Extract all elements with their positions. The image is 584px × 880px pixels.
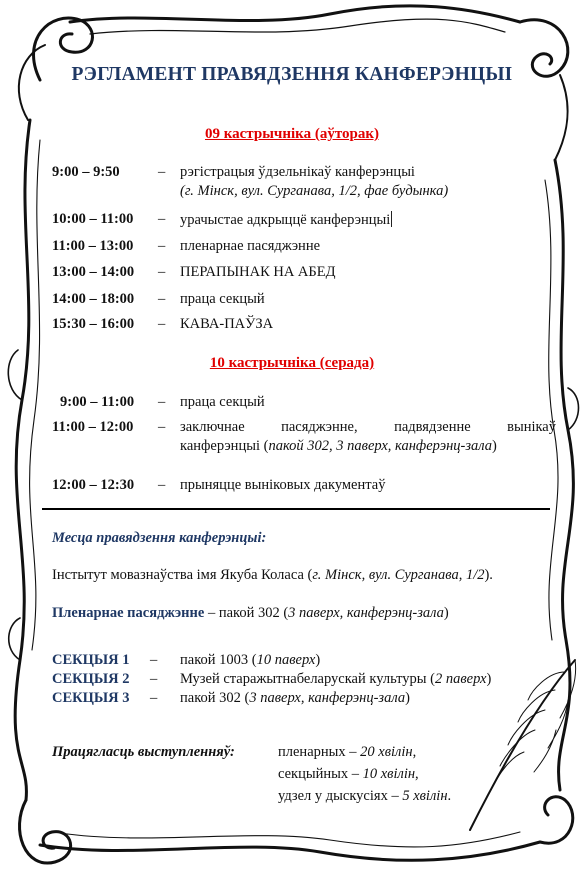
- section-name: СЕКЦЫЯ 3: [52, 690, 130, 706]
- schedule-desc: праца секцый: [180, 291, 265, 307]
- schedule-time: 9:00 – 9:50: [52, 164, 120, 180]
- venue-heading: Месца правядзення канферэнцыі:: [52, 530, 267, 546]
- section-place: пакой 302 (3 паверх, канферэнц-зала): [180, 690, 410, 706]
- venue-text: Інстытут мовазнаўства імя Якуба Коласа (г. Мінск, вул. Сурганава, 1/2).: [52, 567, 493, 583]
- schedule-desc-sub: (г. Мінск, вул. Сурганава, 1/2, фае будынка): [180, 183, 449, 199]
- dash: –: [158, 264, 166, 280]
- schedule-desc-sub: канферэнцыі (пакой 302, 3 паверх, канферэнц-зала): [180, 438, 497, 454]
- dash: –: [158, 164, 166, 180]
- schedule-time: 11:00 – 13:00: [52, 238, 134, 254]
- section-place: Музей старажытнабеларускай культуры (2 паверх): [180, 671, 492, 687]
- page-title: РЭГЛАМЕНТ ПРАВЯДЗЕННЯ КАНФЕРЭНЦЫІ: [71, 64, 513, 85]
- schedule-time: 9:00 – 11:00: [60, 394, 135, 410]
- schedule-time: 11:00 – 12:00: [52, 419, 134, 435]
- dash: –: [158, 394, 166, 410]
- schedule-time: 15:30 – 16:00: [52, 316, 135, 332]
- duration-item: секцыйных – 10 хвілін,: [278, 766, 419, 782]
- dash: –: [150, 652, 158, 668]
- dash: –: [158, 211, 166, 227]
- schedule-time: 12:00 – 12:30: [52, 477, 135, 493]
- dash: –: [150, 690, 158, 706]
- dash: –: [158, 291, 166, 307]
- schedule-desc: прыняцце выніковых дакументаў: [180, 477, 386, 493]
- schedule-time: 14:00 – 18:00: [52, 291, 135, 307]
- schedule-desc: пленарнае пасяджэнне: [180, 238, 321, 254]
- schedule-desc: КАВА-ПАЎЗА: [180, 316, 274, 332]
- divider: [42, 508, 550, 510]
- plenary-info: Пленарнае пасяджэнне – пакой 302 (3 паверх, канферэнц-зала): [52, 605, 449, 621]
- dash: –: [158, 238, 166, 254]
- schedule-time: 13:00 – 14:00: [52, 264, 135, 280]
- duration-item: удзел у дыскусіях – 5 хвілін.: [278, 788, 452, 804]
- day1-heading: 09 кастрычніка (аўторак): [204, 126, 379, 142]
- schedule-desc: ПЕРАПЫНАК НА АБЕД: [180, 264, 336, 280]
- day2-heading: 10 кастрычніка (серада): [209, 355, 375, 371]
- schedule-desc: рэгістрацыя ўдзельнікаў канферэнцыі: [180, 164, 415, 180]
- dash: –: [150, 671, 158, 687]
- schedule-desc: урачыстае адкрыццё канферэнцыі: [180, 212, 391, 228]
- schedule-desc: праца секцый: [180, 394, 265, 410]
- section-name: СЕКЦЫЯ 1: [52, 652, 130, 668]
- section-name: СЕКЦЫЯ 2: [52, 671, 130, 687]
- dash: –: [158, 419, 166, 435]
- text-cursor: [391, 211, 392, 227]
- schedule-time: 10:00 – 11:00: [52, 211, 134, 227]
- duration-item: пленарных – 20 хвілін,: [278, 744, 417, 760]
- durations-heading: Працягласць выступленняў:: [52, 744, 235, 760]
- section-place: пакой 1003 (10 паверх): [180, 652, 321, 668]
- schedule-desc: заключнае пасяджэнне, падвядзенне вынікаў: [180, 419, 556, 435]
- dash: –: [158, 477, 166, 493]
- dash: –: [158, 316, 166, 332]
